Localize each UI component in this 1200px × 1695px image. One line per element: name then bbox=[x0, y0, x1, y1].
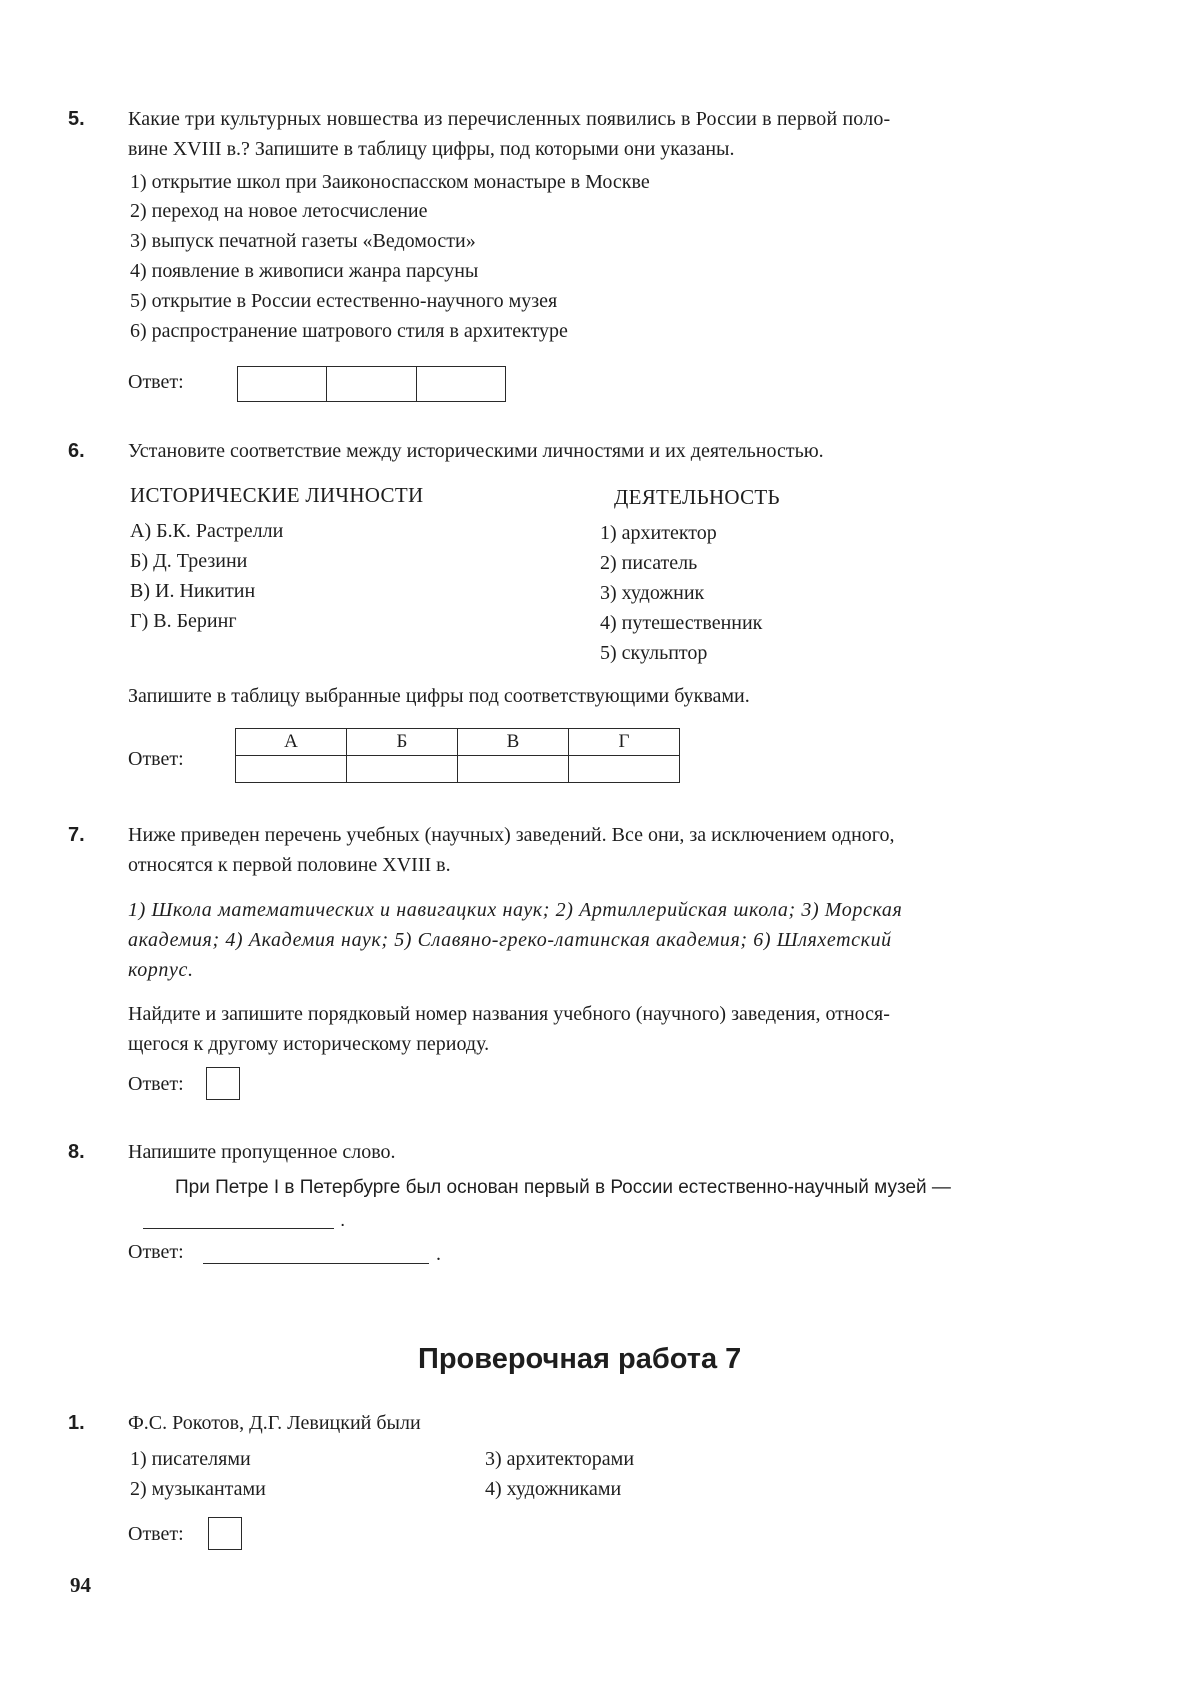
q8-answer-period: . bbox=[436, 1243, 441, 1265]
q6-left-item-a: А) Б.К. Растрелли bbox=[130, 520, 284, 542]
q6-right-item-3: 3) художник bbox=[600, 582, 705, 604]
q6-answer-table bbox=[235, 728, 680, 783]
q6-right-header: ДЕЯТЕЛЬНОСТЬ bbox=[614, 485, 780, 509]
q6-right-item-4: 4) путешественник bbox=[600, 612, 763, 634]
q6-table-header-a: А bbox=[236, 729, 347, 756]
t7q1-number: 1. bbox=[68, 1412, 85, 1434]
q8-blank-period: . bbox=[340, 1210, 346, 1231]
q8-number: 8. bbox=[68, 1141, 85, 1163]
q5-option-5: 5) открытие в России естественно-научного музея bbox=[130, 290, 558, 312]
q5-option-4: 4) появление в живописи жанра парсуны bbox=[130, 260, 479, 282]
q7-list-line1: 1) Школа математических и навигацких наук; 2) Артиллерийская школа; 3) Морская bbox=[128, 899, 903, 921]
q5-answer-box[interactable] bbox=[237, 366, 506, 402]
q6-answer-label: Ответ: bbox=[128, 748, 184, 770]
q7-instruction-line1: Найдите и запишите порядковый номер названия учебного (научного) заведения, относя- bbox=[128, 1003, 890, 1025]
q6-text: Установите соответствие между историческими личностями и их деятельностью. bbox=[128, 440, 824, 462]
q6-answer-cell-b[interactable] bbox=[347, 756, 458, 783]
q5-number: 5. bbox=[68, 108, 85, 130]
q8-blank-line bbox=[143, 1228, 334, 1229]
q6-instruction: Запишите в таблицу выбранные цифры под соответствующими буквами. bbox=[128, 685, 750, 707]
t7q1-option-1: 1) писателями bbox=[130, 1448, 251, 1470]
q7-answer-box[interactable] bbox=[206, 1067, 240, 1100]
q7-number: 7. bbox=[68, 824, 85, 846]
q7-text-line1: Ниже приведен перечень учебных (научных) заведений. Все они, за исключением одного, bbox=[128, 824, 895, 846]
t7q1-option-3: 3) архитекторами bbox=[485, 1448, 635, 1470]
q8-answer-line[interactable] bbox=[203, 1263, 429, 1264]
t7q1-option-4: 4) художниками bbox=[485, 1478, 622, 1500]
q5-answer-cell-2[interactable] bbox=[327, 367, 417, 401]
q6-right-item-1: 1) архитектор bbox=[600, 522, 717, 544]
q5-option-6: 6) распространение шатрового стиля в архитектуре bbox=[130, 320, 568, 342]
q6-right-item-5: 5) скульптор bbox=[600, 642, 708, 664]
q6-left-item-g: Г) В. Беринг bbox=[130, 610, 237, 632]
q6-number: 6. bbox=[68, 440, 85, 462]
q7-list-line2: академия; 4) Академия наук; 5) Славяно-греко-латинская академия; 6) Шляхетский bbox=[128, 929, 892, 951]
q7-list-line3: корпус. bbox=[128, 959, 194, 981]
q6-left-item-v: В) И. Никитин bbox=[130, 580, 256, 602]
q5-text-line2: вине XVIII в.? Запишите в таблицу цифры, под которыми они указаны. bbox=[128, 138, 735, 160]
q6-table-header-g: Г bbox=[569, 729, 680, 756]
q5-option-3: 3) выпуск печатной газеты «Ведомости» bbox=[130, 230, 476, 252]
q6-left-item-b: Б) Д. Трезини bbox=[130, 550, 248, 572]
q6-right-item-2: 2) писатель bbox=[600, 552, 698, 574]
q8-sentence: При Петре I в Петербурге был основан первый в России естественно-научный музей — bbox=[175, 1177, 951, 1198]
t7q1-answer-label: Ответ: bbox=[128, 1523, 184, 1545]
q7-text-line2: относятся к первой половине XVIII в. bbox=[128, 854, 451, 876]
t7q1-text: Ф.С. Рокотов, Д.Г. Левицкий были bbox=[128, 1412, 421, 1434]
q5-option-2: 2) переход на новое летосчисление bbox=[130, 200, 428, 222]
q6-answer-cell-g[interactable] bbox=[569, 756, 680, 783]
q6-table-answer-row bbox=[236, 756, 680, 783]
q6-answer-cell-v[interactable] bbox=[458, 756, 569, 783]
q7-instruction-line2: щегося к другому историческому периоду. bbox=[128, 1033, 490, 1055]
q6-table-header-row bbox=[236, 729, 680, 756]
q5-option-1: 1) открытие школ при Заиконоспасском монастыре в Москве bbox=[130, 171, 650, 193]
t7q1-answer-box[interactable] bbox=[208, 1517, 242, 1550]
page-number: 94 bbox=[70, 1573, 91, 1597]
q5-answer-label: Ответ: bbox=[128, 371, 184, 393]
q5-text-line1: Какие три культурных новшества из перечисленных появились в России в первой поло- bbox=[128, 108, 891, 130]
q6-left-header: ИСТОРИЧЕСКИЕ ЛИЧНОСТИ bbox=[130, 483, 424, 507]
section-title: Проверочная работа 7 bbox=[418, 1343, 742, 1375]
q8-text: Напишите пропущенное слово. bbox=[128, 1141, 396, 1163]
q6-table-header-b: Б bbox=[347, 729, 458, 756]
q6-answer-cell-a[interactable] bbox=[236, 756, 347, 783]
q5-answer-cell-1[interactable] bbox=[238, 367, 327, 401]
q7-answer-label: Ответ: bbox=[128, 1073, 184, 1095]
q6-table-header-v: В bbox=[458, 729, 569, 756]
t7q1-option-2: 2) музыкантами bbox=[130, 1478, 266, 1500]
q8-answer-label: Ответ: bbox=[128, 1241, 184, 1263]
